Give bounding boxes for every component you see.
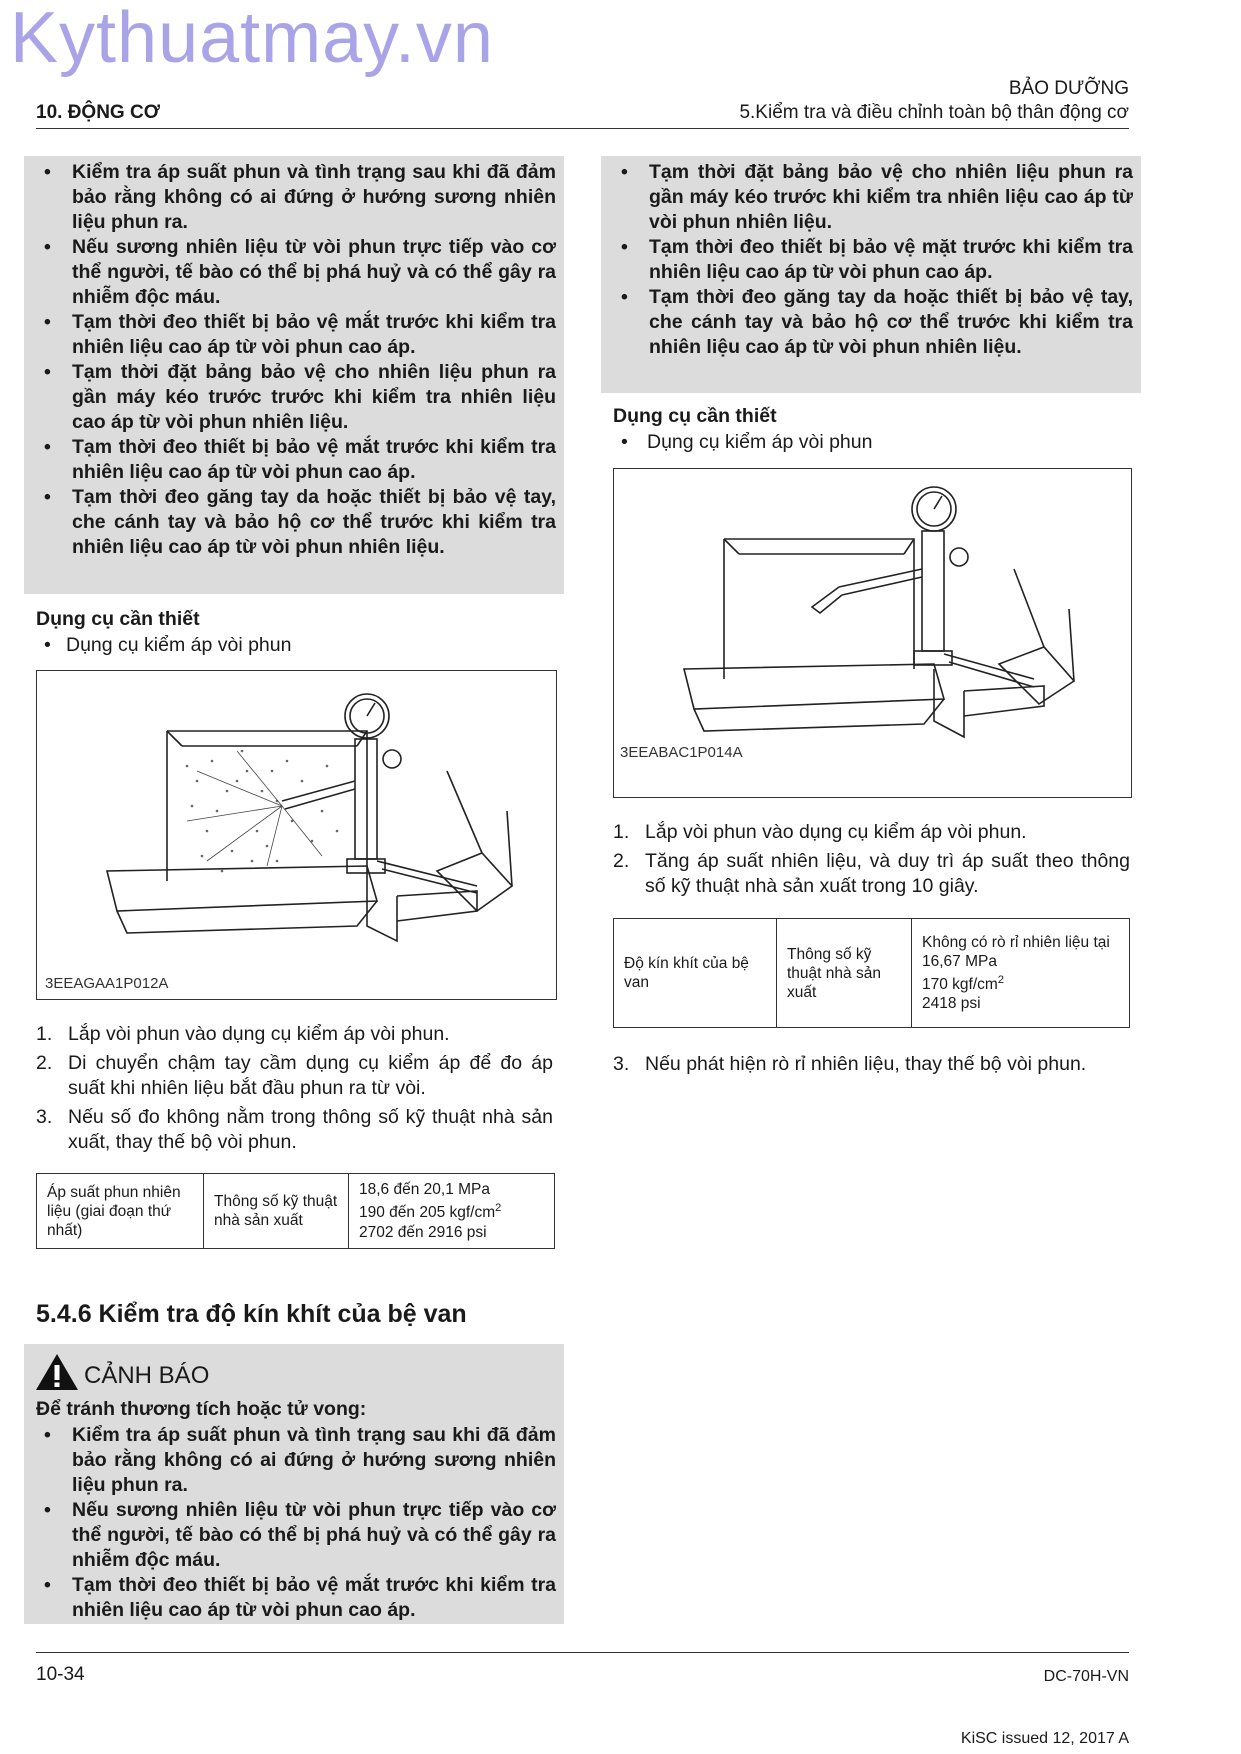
step-text: Di chuyển chậm tay cầm dụng cụ kiểm áp để đo áp suất khi nhiên liệu bắt đầu phun ra từ vòi.	[68, 1052, 553, 1099]
warning-item: • Nếu sương nhiên liệu từ vòi phun trực tiếp vào cơ thể người, tế bào có thể bị phá huỷ và có thể gây ra nhiễm độc máu.	[36, 235, 556, 310]
right-tool-item: • Dụng cụ kiểm áp vòi phun	[621, 431, 873, 453]
warning-item: • Kiểm tra áp suất phun và tình trạng sau khi đã đảm bảo rằng không có ai đứng ở hướng sương nhiên liệu phun ra.	[36, 160, 556, 235]
right-figure	[613, 468, 1132, 798]
right-tools-heading: Dụng cụ cần thiết	[613, 405, 777, 427]
warning-item: • Tạm thời đặt bảng bảo vệ cho nhiên liệu phun ra gần máy kéo trước khi kiểm tra nhiên liệu cao áp từ vòi phun nhiên liệu.	[613, 160, 1133, 235]
left-tool-item-label: Dụng cụ kiểm áp vòi phun	[66, 634, 292, 656]
left-warning-box	[24, 156, 564, 594]
warning-item: • Tạm thời đặt bảng bảo vệ cho nhiên liệu phun ra gần máy kéo trước trước khi kiểm tra nhiên liệu cao áp từ vòi phun nhiên liệu.	[36, 360, 556, 435]
left-steps	[36, 1022, 553, 1159]
warning-item: • Tạm thời đeo thiết bị bảo vệ mặt trước khi kiểm tra nhiên liệu cao áp từ vòi phun cao áp.	[613, 235, 1133, 285]
step-number: 2.	[36, 1052, 53, 1074]
step-number: 1.	[613, 821, 630, 843]
step-number: 3.	[613, 1053, 630, 1075]
step-text: Nếu phát hiện rò rỉ nhiên liệu, thay thế bộ vòi phun.	[645, 1053, 1087, 1075]
spec-value-line: 18,6 đến 20,1 MPa	[359, 1181, 490, 1199]
step-text: Tăng áp suất nhiên liệu, và duy trì áp suất theo thông số kỹ thuật nhà sản xuất trong 10 giây.	[645, 850, 1130, 897]
spec-item-cell: Áp suất phun nhiên liệu (giai đoạn thứ nhất)	[37, 1174, 204, 1249]
warning-item: • Tạm thời đeo thiết bị bảo vệ mắt trước khi kiểm tra nhiên liệu cao áp từ vòi phun cao áp.	[36, 435, 556, 485]
spec-value-cell	[349, 1174, 555, 1249]
spec-value-cell	[912, 919, 1130, 1028]
spec-value-line: Không có rò rỉ nhiên liệu tại	[922, 933, 1110, 951]
table-row	[37, 1174, 555, 1249]
header-rule	[36, 128, 1129, 129]
step-item	[36, 1022, 553, 1047]
document-code: DC-70H-VN	[1043, 1668, 1129, 1685]
nozzle-tester-leak-illustration	[614, 469, 1131, 797]
section-heading: 5.4.6 Kiểm tra độ kín khít của bệ van	[36, 1300, 467, 1328]
header-section-title: 5.Kiểm tra và điều chỉnh toàn bộ thân động cơ	[739, 102, 1129, 123]
spec-value-sup: 2	[495, 1202, 502, 1215]
warning-title: CẢNH BÁO	[84, 1362, 210, 1389]
right-warning-box	[601, 156, 1141, 393]
spec-value-line: 2418 psi	[922, 995, 981, 1013]
right-tool-item-label: Dụng cụ kiểm áp vòi phun	[647, 431, 873, 453]
section-warning-box	[24, 1344, 564, 1624]
warning-item: • Kiểm tra áp suất phun và tình trạng sau khi đã đảm bảo rằng không có ai đứng ở hướng sương nhiên liệu phun ra.	[36, 1423, 556, 1498]
spec-value-line: 2702 đến 2916 psi	[359, 1223, 487, 1241]
warning-item: • Tạm thời đeo găng tay da hoặc thiết bị bảo vệ tay, che cánh tay và bảo hộ cơ thể trước khi kiểm tra nhiên liệu cao áp từ vòi phun nhiên liệu.	[36, 485, 556, 560]
right-figure-code: 3EEABAC1P014A	[620, 744, 743, 761]
right-steps-continued	[613, 1052, 1130, 1081]
left-tool-item: • Dụng cụ kiểm áp vòi phun	[44, 634, 292, 656]
spec-value-line	[359, 1199, 544, 1222]
issue-note: KiSC issued 12, 2017 A	[960, 1730, 1129, 1747]
warning-item: • Tạm thời đeo thiết bị bảo vệ mắt trước khi kiểm tra nhiên liệu cao áp từ vòi phun cao áp.	[36, 1573, 556, 1623]
step-text: Lắp vòi phun vào dụng cụ kiểm áp vòi phun.	[645, 821, 1027, 843]
step-item	[36, 1051, 553, 1101]
watermark: Kythuatmay.vn	[10, 0, 494, 78]
header-category: BẢO DƯỠNG	[1008, 78, 1129, 99]
right-warning-list	[613, 160, 1133, 360]
spec-value-line: 16,67 MPa	[922, 952, 997, 970]
left-warning-list	[36, 160, 556, 560]
spec-value-line	[922, 971, 1119, 994]
left-spec-table	[36, 1173, 555, 1249]
warning-triangle-icon	[34, 1352, 80, 1392]
right-spec-table	[613, 918, 1130, 1028]
spec-value-text: 190 đến 205 kgf/cm	[359, 1204, 496, 1222]
chapter-title: 10. ĐỘNG CƠ	[36, 102, 160, 123]
table-row	[614, 919, 1130, 1028]
step-text: Nếu số đo không nằm trong thông số kỹ thuật nhà sản xuất, thay thế bộ vòi phun.	[68, 1106, 553, 1153]
step-item	[36, 1105, 553, 1155]
spec-item-cell: Độ kín khít của bệ van	[614, 919, 777, 1028]
spec-label-cell: Thông số kỹ thuật nhà sản xuất	[777, 919, 912, 1028]
warning-title-row	[34, 1352, 209, 1392]
spray-pattern	[186, 750, 339, 873]
footer-rule	[36, 1652, 1129, 1653]
step-item	[613, 849, 1130, 899]
step-number: 3.	[36, 1106, 53, 1128]
left-tools-heading: Dụng cụ cần thiết	[36, 608, 200, 630]
section-warning-list	[36, 1423, 556, 1623]
step-number: 2.	[613, 850, 630, 872]
step-text: Lắp vòi phun vào dụng cụ kiểm áp vòi phun.	[68, 1023, 450, 1045]
spec-value-sup: 2	[997, 973, 1004, 986]
left-figure-code: 3EEAGAA1P012A	[45, 975, 169, 992]
warning-intro: Để tránh thương tích hoặc tử vong:	[36, 1398, 367, 1420]
warning-item: • Tạm thời đeo găng tay da hoặc thiết bị bảo vệ tay, che cánh tay và bảo hộ cơ thể trước khi kiểm tra nhiên liệu cao áp từ vòi phun nhiên liệu.	[613, 285, 1133, 360]
step-item	[613, 820, 1130, 845]
left-figure	[36, 670, 557, 1000]
page-number: 10-34	[36, 1664, 85, 1685]
step-item	[613, 1052, 1130, 1077]
nozzle-tester-spray-illustration	[37, 671, 556, 999]
spec-value-text: 170 kgf/cm	[922, 976, 998, 994]
right-steps	[613, 820, 1130, 903]
warning-item: • Tạm thời đeo thiết bị bảo vệ mắt trước khi kiểm tra nhiên liệu cao áp từ vòi phun cao áp.	[36, 310, 556, 360]
spec-label-cell: Thông số kỹ thuật nhà sản xuất	[204, 1174, 349, 1249]
warning-item: • Nếu sương nhiên liệu từ vòi phun trực tiếp vào cơ thể người, tế bào có thể bị phá huỷ và có thể gây ra nhiễm độc máu.	[36, 1498, 556, 1573]
step-number: 1.	[36, 1023, 53, 1045]
